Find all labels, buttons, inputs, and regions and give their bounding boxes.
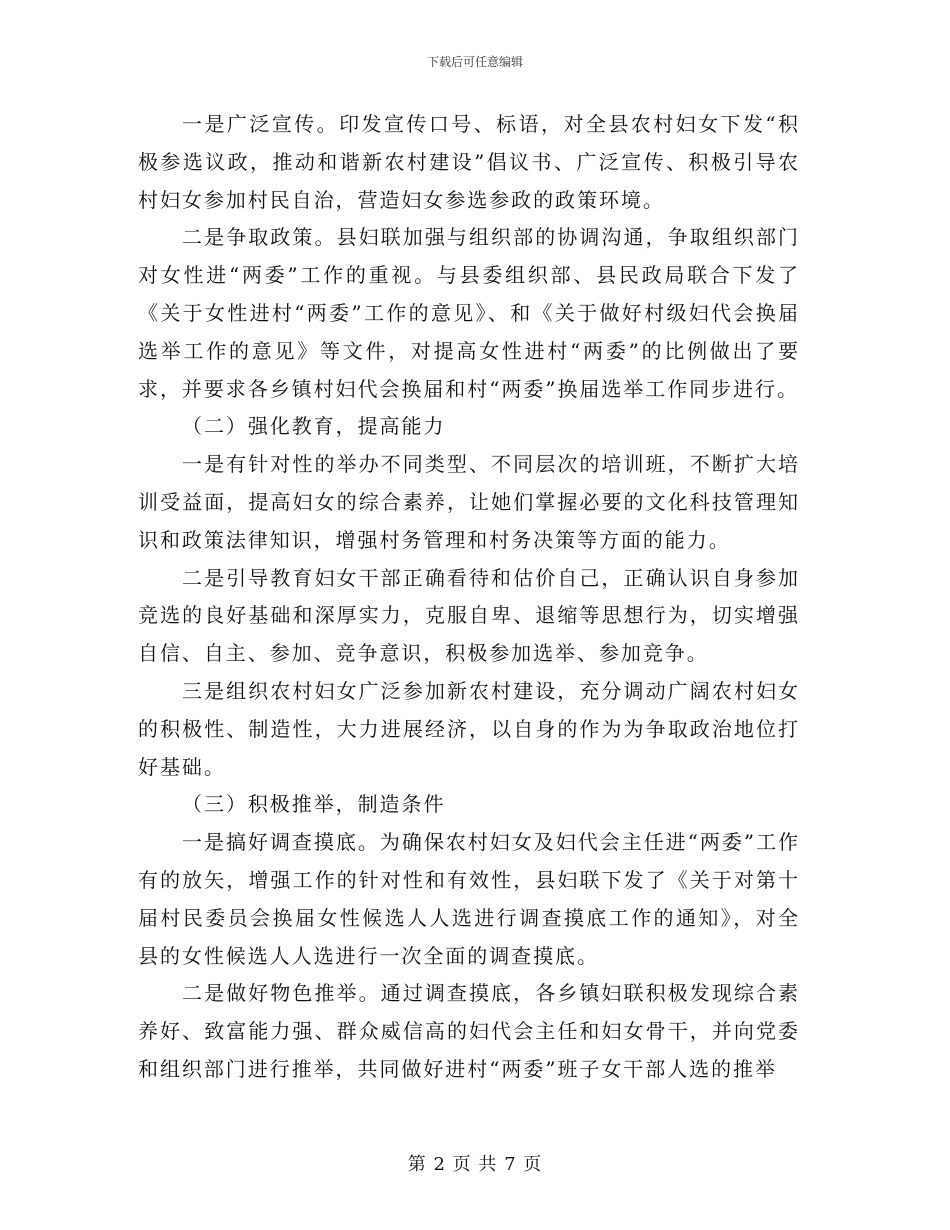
page-number: 第 2 页 共 7 页: [407, 1154, 543, 1175]
paragraph-guidance: 二是引导教育妇女干部正确看待和估价自己，正确认识自身参加竞选的良好基础和深厚实力，克服自卑、退缩等思想行为，切实增强自信、自主、参加、竞争意识，积极参加选举、参加竞争。: [138, 565, 800, 666]
paragraph-training: 一是有针对性的举办不同类型、不同层次的培训班，不断扩大培训受益面，提高妇女的综合素养，让她们掌握必要的文化科技管理知识和政策法律知识，增强村务管理和村务决策等方面的能力。: [138, 452, 800, 552]
paragraph-publicity: 一是广泛宣传。印发宣传口号、标语，对全县农村妇女下发“积极参选议政，推动和谐新农村建设”倡议书、广泛宣传、积极引导农村妇女参加村民自治，营造妇女参选参政的政策环境。: [138, 112, 800, 212]
section-heading-3: （三）积极推举，制造条件: [182, 792, 446, 817]
section-heading-2: （二）强化教育，提高能力: [182, 414, 446, 439]
page-header: 下载后可任意编辑: [426, 55, 523, 69]
paragraph-recommendation: 二是做好物色推举。通过调查摸底，各乡镇妇联积极发现综合素养好、致富能力强、群众威信高的妇代会主任和妇女骨干，并向党委和组织部门进行推举，共同做好进村“两委”班子女干部人选的推举: [138, 981, 800, 1081]
paragraph-participation: 三是组织农村妇女广泛参加新农村建设，充分调动广阔农村妇女的积极性、制造性，大力进展经济，以自身的作为为争取政治地位打好基础。: [138, 678, 800, 779]
paragraph-survey: 一是搞好调查摸底。为确保农村妇女及妇代会主任进“两委”工作有的放矢，增强工作的针对性和有效性，县妇联下发了《关于对第十届村民委员会换届女性候选人人选进行调查摸底工作的通知》，对全县的女性候选人人选进行一次全面的调查摸底。: [138, 830, 800, 968]
document-body: [138, 106, 800, 1089]
paragraph-policy: 二是争取政策。县妇联加强与组织部的协调沟通，争取组织部门对女性进“两委”工作的重视。与县委组织部、县民政局联合下发了《关于女性进村“两委”工作的意见》、和《关于做好村级妇代会换届选举工作的意见》等文件，对提高女性进村“两委”的比例做出了要求，并要求各乡镇村妇代会换届和村“两委”换届选举工作同步进行。: [138, 225, 800, 401]
